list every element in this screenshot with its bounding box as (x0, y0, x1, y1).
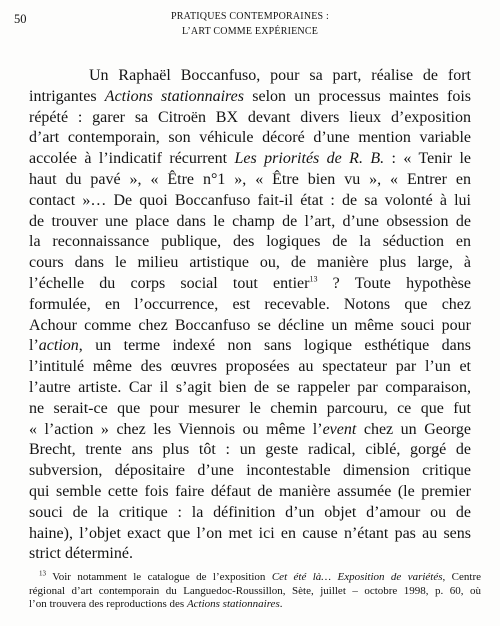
footnote-reference: 13 (309, 274, 318, 284)
body-line: subversion, dépositaire d’une incontestable dimension critique (29, 462, 471, 480)
running-head-line-1: PRATIQUES CONTEMPORAINES : (171, 11, 329, 22)
body-line: intrigantes Actions stationnaires selon un processus maintes fois (29, 87, 472, 105)
footnote (29, 571, 481, 612)
body-paragraph (29, 66, 471, 565)
body-line: contact »… De quoi Boccanfuso fait-il état : de sa volonté à lui (29, 191, 471, 209)
footnote-line: régional d’art contemporain du Languedoc-Roussillon, Sète, juillet – octobre 1998, p. 60, où (29, 584, 481, 597)
body-line: la reconnaissance publique, des logiques de la séduction en (29, 233, 471, 251)
body-line: d’art contemporain, son véhicule décoré d’une mention variable (29, 129, 471, 147)
footnote-line-text: Voir notamment le catalogue de l’exposition Cet été là… Exposition de variétés, Centre (46, 571, 481, 583)
body-line: Achour comme chez Boccanfuso se décline un même souci pour (29, 316, 471, 334)
body-line: haut du pavé », « Être n°1 », « Être bien vu », « Entrer en (29, 170, 471, 188)
body-line: l’intitulé même des œuvres proposées au spectateur par l’un et (29, 358, 471, 376)
body-line: haine), l’objet exact que l’on met ici en cause n’étant pas au sens (29, 524, 471, 542)
body-line: accolée à l’indicatif récurrent Les priorités de R. B. : « Tenir le (29, 150, 472, 168)
footnote-line: l’on trouvera des reproductions des Actions stationnaires. (29, 598, 283, 610)
running-head-line-2: L’ART COMME EXPÉRIENCE (181, 26, 319, 37)
running-head (150, 9, 350, 39)
body-line-tail: ? Toute hypothèse (317, 274, 471, 292)
body-line-with-footnote-ref (29, 274, 471, 295)
body-line: strict déterminé. (29, 545, 133, 563)
footnote-line (29, 571, 481, 585)
body-line: cours dans le milieu artistique ou, de manière plus large, à (29, 254, 471, 272)
body-line: qui semble cette fois faire défaut de manière assumée (le premier (29, 482, 471, 500)
body-line: de trouver une place dans le champ de l’art, d’une obsession de (29, 212, 471, 230)
body-line: Brecht, trente ans plus tôt : un geste radical, ciblé, gorgé de (29, 441, 471, 459)
body-line: l’autre artiste. Car il s’agit bien de se rappeler par comparaison, (29, 378, 471, 396)
body-line: l’action, un terme indexé non sans logique esthétique dans (29, 337, 471, 355)
body-line: souci de la critique : la définition d’un objet d’amour ou de (29, 503, 471, 521)
body-line: répété : garer sa Citroën BX devant divers lieux d’exposition (29, 108, 471, 126)
body-line: « l’action » chez les Viennois ou même l’event chez un George (29, 420, 471, 438)
footnote-number: 13 (39, 569, 46, 578)
body-line-text: l’échelle du corps social tout entier (29, 274, 310, 292)
page-number: 50 (14, 12, 27, 26)
body-line: formulée, en l’occurrence, est recevable. Notons que chez (29, 295, 471, 313)
body-line: ne serait-ce que pour mesurer le chemin parcouru, ce que fut (29, 399, 471, 417)
body-line: Un Raphaël Boccanfuso, pour sa part, réalise de fort (89, 67, 471, 84)
